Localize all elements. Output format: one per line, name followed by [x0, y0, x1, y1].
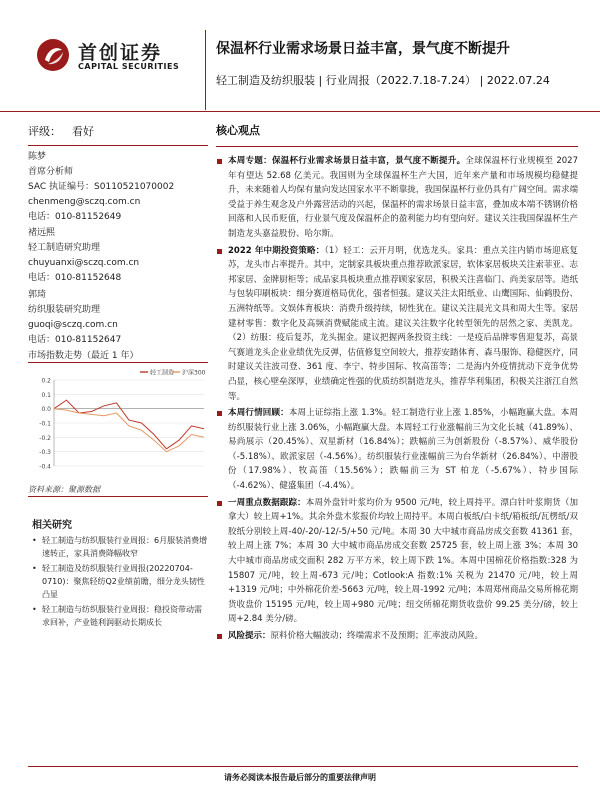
- core-view-item: [216, 154, 578, 242]
- chart-y-tick-label: 0.1: [41, 391, 51, 399]
- analyst-name: 郭琦: [28, 290, 47, 300]
- core-view-text: 全球保温杯行业规模至 2027 年有望达 52.68 亿美元。我国则为全球保温杯生产大国，近年来产量和市场规模均稳健提升，未来随着人均保有量向发达国家水平不断靠拢，我国保温杯行业仍具有广阔空间。需求端受益于养生观念及户外露营活动的兴起，保温杯的需求场景日益丰富，叠加成本端不锈钢价格回落和人民币贬值，行业景气度及保温杯企的盈利能力均有望向好。建议关注我国保温杯生产制造龙头嘉益股份、哈尔斯。: [228, 156, 578, 239]
- brand-logo-icon: [36, 38, 70, 72]
- core-view-text: 本周外盘针叶浆均价为 9500 元/吨，较上周持平。漂白针叶浆期货（加拿大）较上周+1%。其余外盘木浆报价均较上周持平。本周白板纸/白卡纸/箱板纸/瓦楞纸/双胶纸分别较上周-40/-20/-12/-5/+50 元/吨。本周 30 大中城市商品房成交套数 41361 套，较上周上涨 7%；本周 30 大中城市商品房成交套数 25725 套，较上周上涨 3%；本周 30 大中城市商品房成交面积 282 万平方米，较上周下跌 1%。本周中国棉花价格指数:328 为 15807 元/吨，较上周-673 元/吨；Cotlook:A 指数:1% 关税为 21470 元/吨，较上周+1319 元/吨；中外棉花价差-5663 元/吨，较上周-1992 元/吨；本周郑州商品交易所棉花期货收盘价 15195 元/吨，较上周+980 元/吨；纽交所棉花期货收盘价 99.25 美分/磅，较上周+2.84 美分/磅。: [228, 497, 578, 625]
- core-view-item: [216, 496, 578, 627]
- core-views-title: 核心观点: [216, 124, 260, 137]
- analyst-title: 轻工制造研究助理: [28, 243, 101, 253]
- chart-source: 资料来源：聚源数据: [28, 485, 100, 494]
- analyst-title: 首席分析师: [28, 167, 74, 177]
- chart-title-rule: [28, 362, 208, 363]
- analyst-email[interactable]: guoqi@sczq.com.cn: [28, 320, 118, 330]
- chart-legend-label: 沪深300: [182, 369, 206, 377]
- chart-legend-label: 轻工制造: [150, 369, 175, 377]
- report-title: 保温杯行业需求场景日益丰富，景气度不断提升: [216, 41, 510, 57]
- related-research-item[interactable]: • 轻工制造与纺织服装行业周报：稳投资带动需求回补，产业链利润驱动长期成长: [32, 603, 208, 629]
- footer-rule: [28, 766, 578, 767]
- analyst-phone: 电话：010-81152647: [28, 335, 122, 345]
- analyst-phone: 电话：010-81152648: [28, 273, 122, 283]
- analyst-name: 陈梦: [28, 152, 47, 162]
- rating-row: [28, 112, 208, 146]
- chart-y-tick-label: -0.3: [39, 449, 51, 457]
- core-view-lead: 本周专题：保温杯行业需求场景日益丰富，景气度不断提升。: [228, 156, 466, 166]
- core-view-item: [216, 406, 578, 494]
- core-views-list: [216, 154, 578, 646]
- core-view-item: [216, 244, 578, 405]
- related-research-item[interactable]: • 轻工制造与纺织服装行业周报：6月服装消费增速转正，家具消费降幅收窄: [32, 534, 208, 560]
- brand-name: 首创证券: [78, 42, 163, 64]
- chart-y-tick-label: -0.4: [39, 463, 51, 471]
- header-divider: [205, 30, 206, 110]
- chart-source-rule: [28, 496, 208, 497]
- related-research-item[interactable]: • 轻工制造及纺织服装行业周报(20220704-0710)：聚焦轻纺Q2业绩前瞻，细分龙头韧性凸显: [32, 562, 208, 601]
- analyst-phone: 电话：010-81152649: [28, 212, 122, 222]
- chart-y-tick-label: -0.2: [39, 434, 51, 442]
- report-subtitle: 轻工制造及纺织服装 | 行业周报（2022.7.18-7.24） | 2022.07.24: [216, 74, 550, 87]
- chart-y-tick-label: 0.0: [41, 406, 51, 414]
- core-view-lead: 2022 年中期投资策略：: [228, 245, 325, 256]
- core-view-lead: 风险提示：: [228, 631, 271, 641]
- analyst-email[interactable]: chuyuanxi@sczq.com.cn: [28, 258, 140, 268]
- rating-value: 看好: [72, 125, 94, 138]
- market-index-chart: [28, 366, 208, 476]
- chart-y-tick-label: 0.2: [41, 377, 51, 385]
- analyst-card: [28, 226, 139, 286]
- core-view-lead: 本周行情回顾：: [228, 408, 289, 419]
- brand-name-en: CAPITAL SECURITIES: [78, 62, 180, 71]
- rating-label: 评级：: [28, 125, 61, 138]
- chart-series-line: [54, 409, 204, 452]
- core-view-lead: 一周重点数据跟踪：: [228, 497, 306, 508]
- report-header: [0, 0, 600, 112]
- core-view-text: （1）轻工：云开月明，优选龙头。家具：重点关注内销市场迎底复苏，龙头市占率提升。其中，定制家具板块重点推荐欧派家居，软体家居板块关注索菲亚、志邦家居、金牌厨柜等；成品家具板块重点推荐顾家家居，积极关注喜临门、尚美家居等。造纸与包装印刷板块：细分赛道格局优化，强者恒强。建议关注太阳纸业、山鹰国际、仙鹤股份、五洲特纸等。文娱体育板块：消费升级持续，韧性犹在。建议关注晨光文具和周大生等。家居建材零售：数字化及高频消费赋能成主流。建议关注数字化转型领先的居然之家、美凯龙。（2）纺服：疫后复苏，龙头掘金。建议把握两条投资主线：一是疫后品牌零售迎复苏，高景气赛道龙头企业业绩优先反弹，估值修复空间较大，推荐安踏体育、森马服饰、稳健医疗，同时建议关注波司登、361 度、李宁、特步国际、牧高笛等；二是海内外疫情扰动下竞争优势凸显，核心壁垒深厚，业绩确定性强的优质纺织制造龙头，推荐华利集团，积极关注浙江自然等。: [228, 245, 578, 402]
- chart-y-tick-label: -0.1: [39, 420, 51, 428]
- analyst-email[interactable]: chenmeng@sczq.com.cn: [28, 197, 141, 207]
- analyst-title: 纺织服装研究助理: [28, 305, 101, 315]
- analyst-card: [28, 150, 174, 225]
- chart-title: 市场指数走势（最近 1 年）: [28, 351, 139, 361]
- analyst-license: SAC 执证编号：S0110521070002: [28, 182, 175, 192]
- core-views-rule: [216, 146, 578, 147]
- chart-series-line: [54, 400, 204, 449]
- related-research-title: 相关研究: [32, 520, 72, 531]
- legal-notice: 请务必阅读本报告最后部分的重要法律声明: [224, 773, 376, 782]
- analyst-card: [28, 288, 121, 348]
- related-research-list: [32, 534, 208, 631]
- analyst-name: 褚远熙: [28, 228, 56, 238]
- core-view-text: 本周上证综指上涨 1.3%。轻工制造行业上涨 1.85%，小幅跑赢大盘。本周纺织服装行业上涨 3.06%，小幅跑赢大盘。本周轻工行业涨幅前三为文化长城（41.89%）、易尚展示（20.45%）、双星新材（16.84%）；跌幅前三为创新股份（-8.57%）、威华股份（-5.18%）、欧派家居（-4.56%）。纺织服装行业涨幅前三为台华新材（26.84%）、中潜股份（17.98%）、牧高笛（15.56%）；跌幅前三为 ST 柏龙（-5.67%）、特步国际（-4.62%）、健盛集团（-4.4%）。: [228, 408, 578, 492]
- core-view-item: [216, 629, 578, 644]
- core-view-text: 原料价格大幅波动；终端需求不及预期；汇率波动风险。: [270, 631, 484, 641]
